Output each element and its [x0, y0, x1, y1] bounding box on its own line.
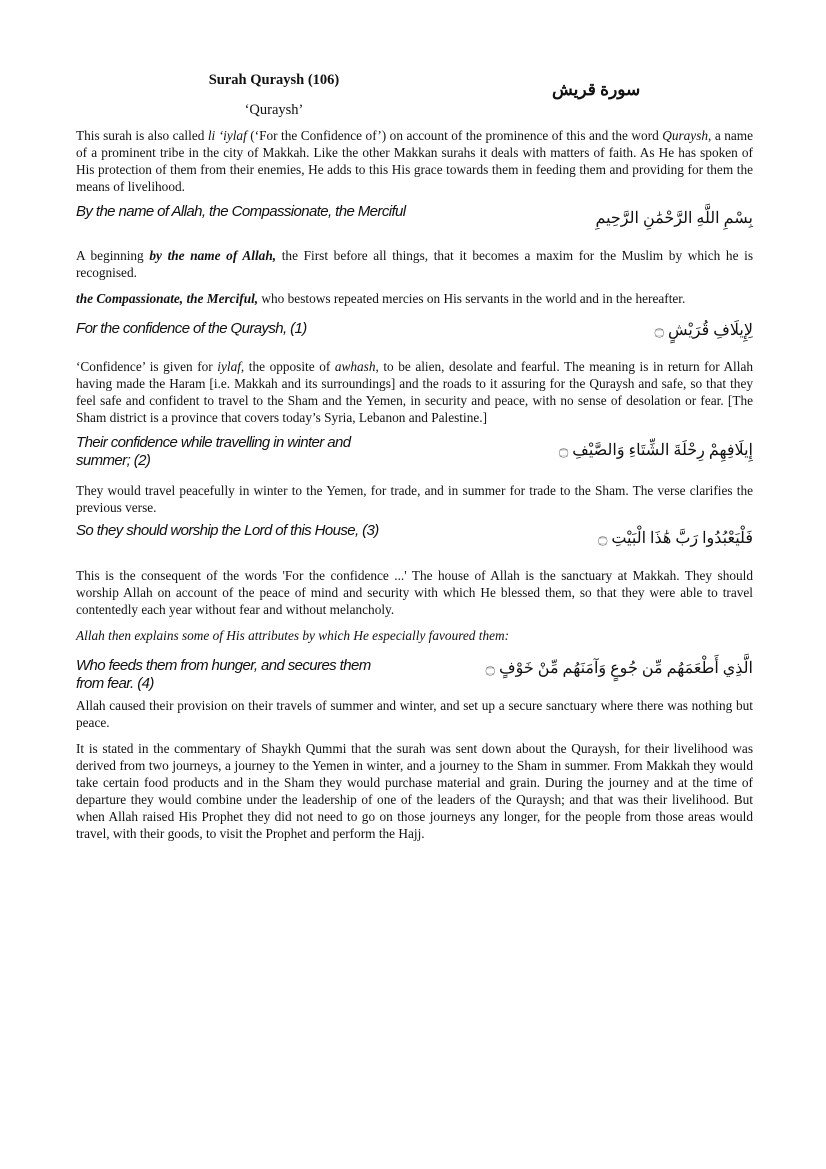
verse-2-translation: Their confidence while travelling in winter and summer; (2) — [76, 434, 351, 469]
verse-3-translation: So they should worship the Lord of this House, (3) — [76, 522, 379, 539]
verse-2-arabic: إِيلَافِهِمْ رِحْلَةَ الشِّتَاءِ وَالصَّيْفِ ۝ — [558, 442, 753, 459]
verse-0-arabic: بِسْمِ اللَّهِ الرَّحْمَٰنِ الرَّحِيمِ — [595, 210, 753, 227]
verse-0-translation: By the name of Allah, the Compassionate, the Merciful — [76, 203, 406, 220]
verse-1-translation: For the confidence of the Quraysh, (1) — [76, 320, 307, 337]
surah-title-block — [174, 70, 374, 120]
surah-subtitle: ‘Quraysh’ — [244, 102, 304, 118]
surah-title: Surah Quraysh (106) — [208, 72, 340, 88]
commentary-2: They would travel peacefully in winter to the Yemen, for trade, and in summer for trade to the Sham. The verse clarifies the previous verse. — [76, 483, 753, 515]
verse-1-arabic: لِإِيلَافِ قُرَيْشٍ ۝ — [654, 322, 753, 339]
surah-title-arabic: سورة قريش — [552, 80, 641, 99]
commentary-4: Allah caused their provision on their travels of summer and winter, and set up a secure sanctuary where there was nothing but peace. — [76, 698, 753, 730]
intro-paragraph: This surah is also called li ‘iylaf (‘For the Confidence of’) on account of the prominence of this and the word Quraysh, a name of a prominent tribe in the city of Makkah. Like the other Makkan surahs it deals with matters of faith. As He has spoken of His protection of them from their enemies, He adds to this His grace towards them in feeding them and providing for them the means of livelihood. — [76, 128, 754, 194]
commentary-0b: the Compassionate, the Merciful, who bestows repeated mercies on His servants in the world and in the hereafter. — [76, 291, 686, 306]
commentary-1: ‘Confidence’ is given for iylaf, the opposite of awhash, to be alien, desolate and fearful. The meaning is in return for Allah having made the Haram [i.e. Makkah and its surroundings] and the roads to it assuring for the Quraysh and safe, so that they feel safe and confident to travel to the Sham and the Yemen, in security and peace, with no sense of desolation or fear. [The Sham district is a province that covers today’s Syria, Lebanon and Palestine.] — [76, 359, 753, 425]
verse-4-translation: Who feeds them from hunger, and secures them from fear. (4) — [76, 657, 371, 692]
commentary-5: It is stated in the commentary of Shaykh Qummi that the surah was sent down about the Quraysh, for their livelihood was derived from two journeys, a journey to the Yemen in winter, and a journey to the Sham in summer. From Makkah they would take certain food products and in the Sham they would purchase material and grain. During the journey and at the time of departure they would combine under the leadership of one of the leaders of the Quraysh; and that was their livelihood. But when Allah raised His Prophet they did not need to go on those journeys any longer, for the people from those areas would travel, with their goods, to visit the Prophet and perform the Hajj. — [76, 741, 753, 841]
verse-3-arabic: فَلْيَعْبُدُوا رَبَّ هَٰذَا الْبَيْتِ ۝ — [597, 530, 753, 547]
verse-4-arabic: الَّذِي أَطْعَمَهُم مِّن جُوعٍ وَآمَنَهُم مِّنْ خَوْفٍ ۝ — [485, 660, 753, 677]
commentary-3: This is the consequent of the words 'For the confidence ...' The house of Allah is the sanctuary at Makkah. They should worship Allah on account of the peace of mind and security with which He blessed them, so that they were able to travel contentedly each year without fear and without melancholy. — [76, 568, 753, 617]
commentary-3b: Allah then explains some of His attributes by which He especially favoured them: — [76, 628, 510, 643]
commentary-0: A beginning by the name of Allah, the First before all things, that it becomes a maxim for the Muslim by which he is recognised. — [76, 248, 753, 280]
